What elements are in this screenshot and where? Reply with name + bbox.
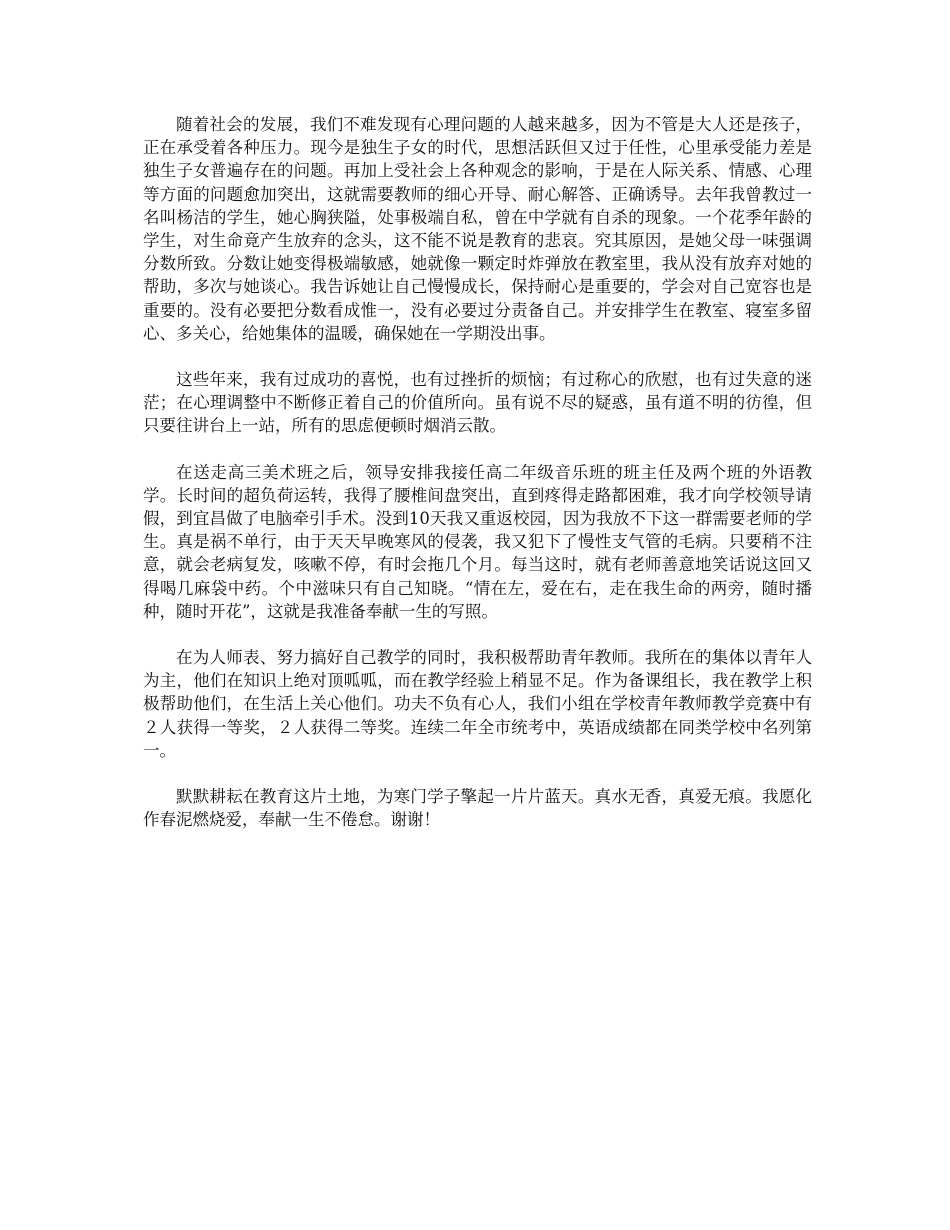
paragraph-closing: 默默耕耘在教育这片土地，为寒门学子擎起一片片蓝天。真水无香，真爱无痕。我愿化作春泥燃烧爱，奉献一生不倦怠。谢谢！ [143,787,812,830]
document-body [143,113,812,854]
paragraph-dedication: 在送走高三美术班之后，领导安排我接任高二年级音乐班的班主任及两个班的外语教学。长时间的超负荷运转，我得了腰椎间盘突出，直到疼得走路都困难，我才向学校领导请假，到宜昌做了电脑牵引手术。没到10天我又重返校园，因为我放不下这一群需要老师的学生。真是祸不单行，由于天天早晚寒风的侵袭，我又犯下了慢性支气管的毛病。只要稍不注意，就会老病复发，咳嗽不停，有时会拖几个月。每当这时，就有老师善意地笑话说这回又得喝几麻袋中药。个中滋味只有自己知晓。“情在左，爱在右，走在我生命的两旁，随时播种，随时开花”，这就是我准备奉献一生的写照。 [143,462,812,621]
paragraph-reflection: 这些年来，我有过成功的喜悦，也有过挫折的烦恼；有过称心的欣慰，也有过失意的迷茫；在心理调整中不断修正着自己的价值所向。虽有说不尽的疑惑，虽有道不明的彷徨，但只要往讲台上一站，所有的思虑便顿时烟消云散。 [143,370,812,436]
paragraph-mentoring: 在为人师表、努力搞好自己教学的同时，我积极帮助青年教师。我所在的集体以青年人为主，他们在知识上绝对顶呱呱，而在教学经验上稍显不足。作为备课组长，我在教学上积极帮助他们，在生活上关心他们。功夫不负有心人，我们小组在学校青年教师教学竞赛中有２人获得一等奖，２人获得二等奖。连续二年全市统考中，英语成绩都在同类学校中名列第一。 [143,648,812,760]
paragraph-psychology: 随着社会的发展，我们不难发现有心理问题的人越来越多，因为不管是大人还是孩子，正在承受着各种压力。现今是独生子女的时代，思想活跃但又过于任性，心里承受能力差是独生子女普遍存在的问题。再加上受社会上各种观念的影响，于是在人际关系、情感、心理等方面的问题愈加突出，这就需要教师的细心开导、耐心解答、正确诱导。去年我曾教过一名叫杨洁的学生，她心胸狭隘，处事极端自私，曾在中学就有自杀的现象。一个花季年龄的学生，对生命竟产生放弃的念头，这不能不说是教育的悲哀。究其原因，是她父母一味强调分数所致。分数让她变得极端敏感，她就像一颗定时炸弹放在教室里，我从没有放弃对她的帮助，多次与她谈心。我告诉她让自己慢慢成长，保持耐心是重要的，学会对自己宽容也是重要的。没有必要把分数看成惟一，没有必要过分责备自己。并安排学生在教室、寝室多留心、多关心，给她集体的温暖，确保她在一学期没出事。 [143,115,812,343]
